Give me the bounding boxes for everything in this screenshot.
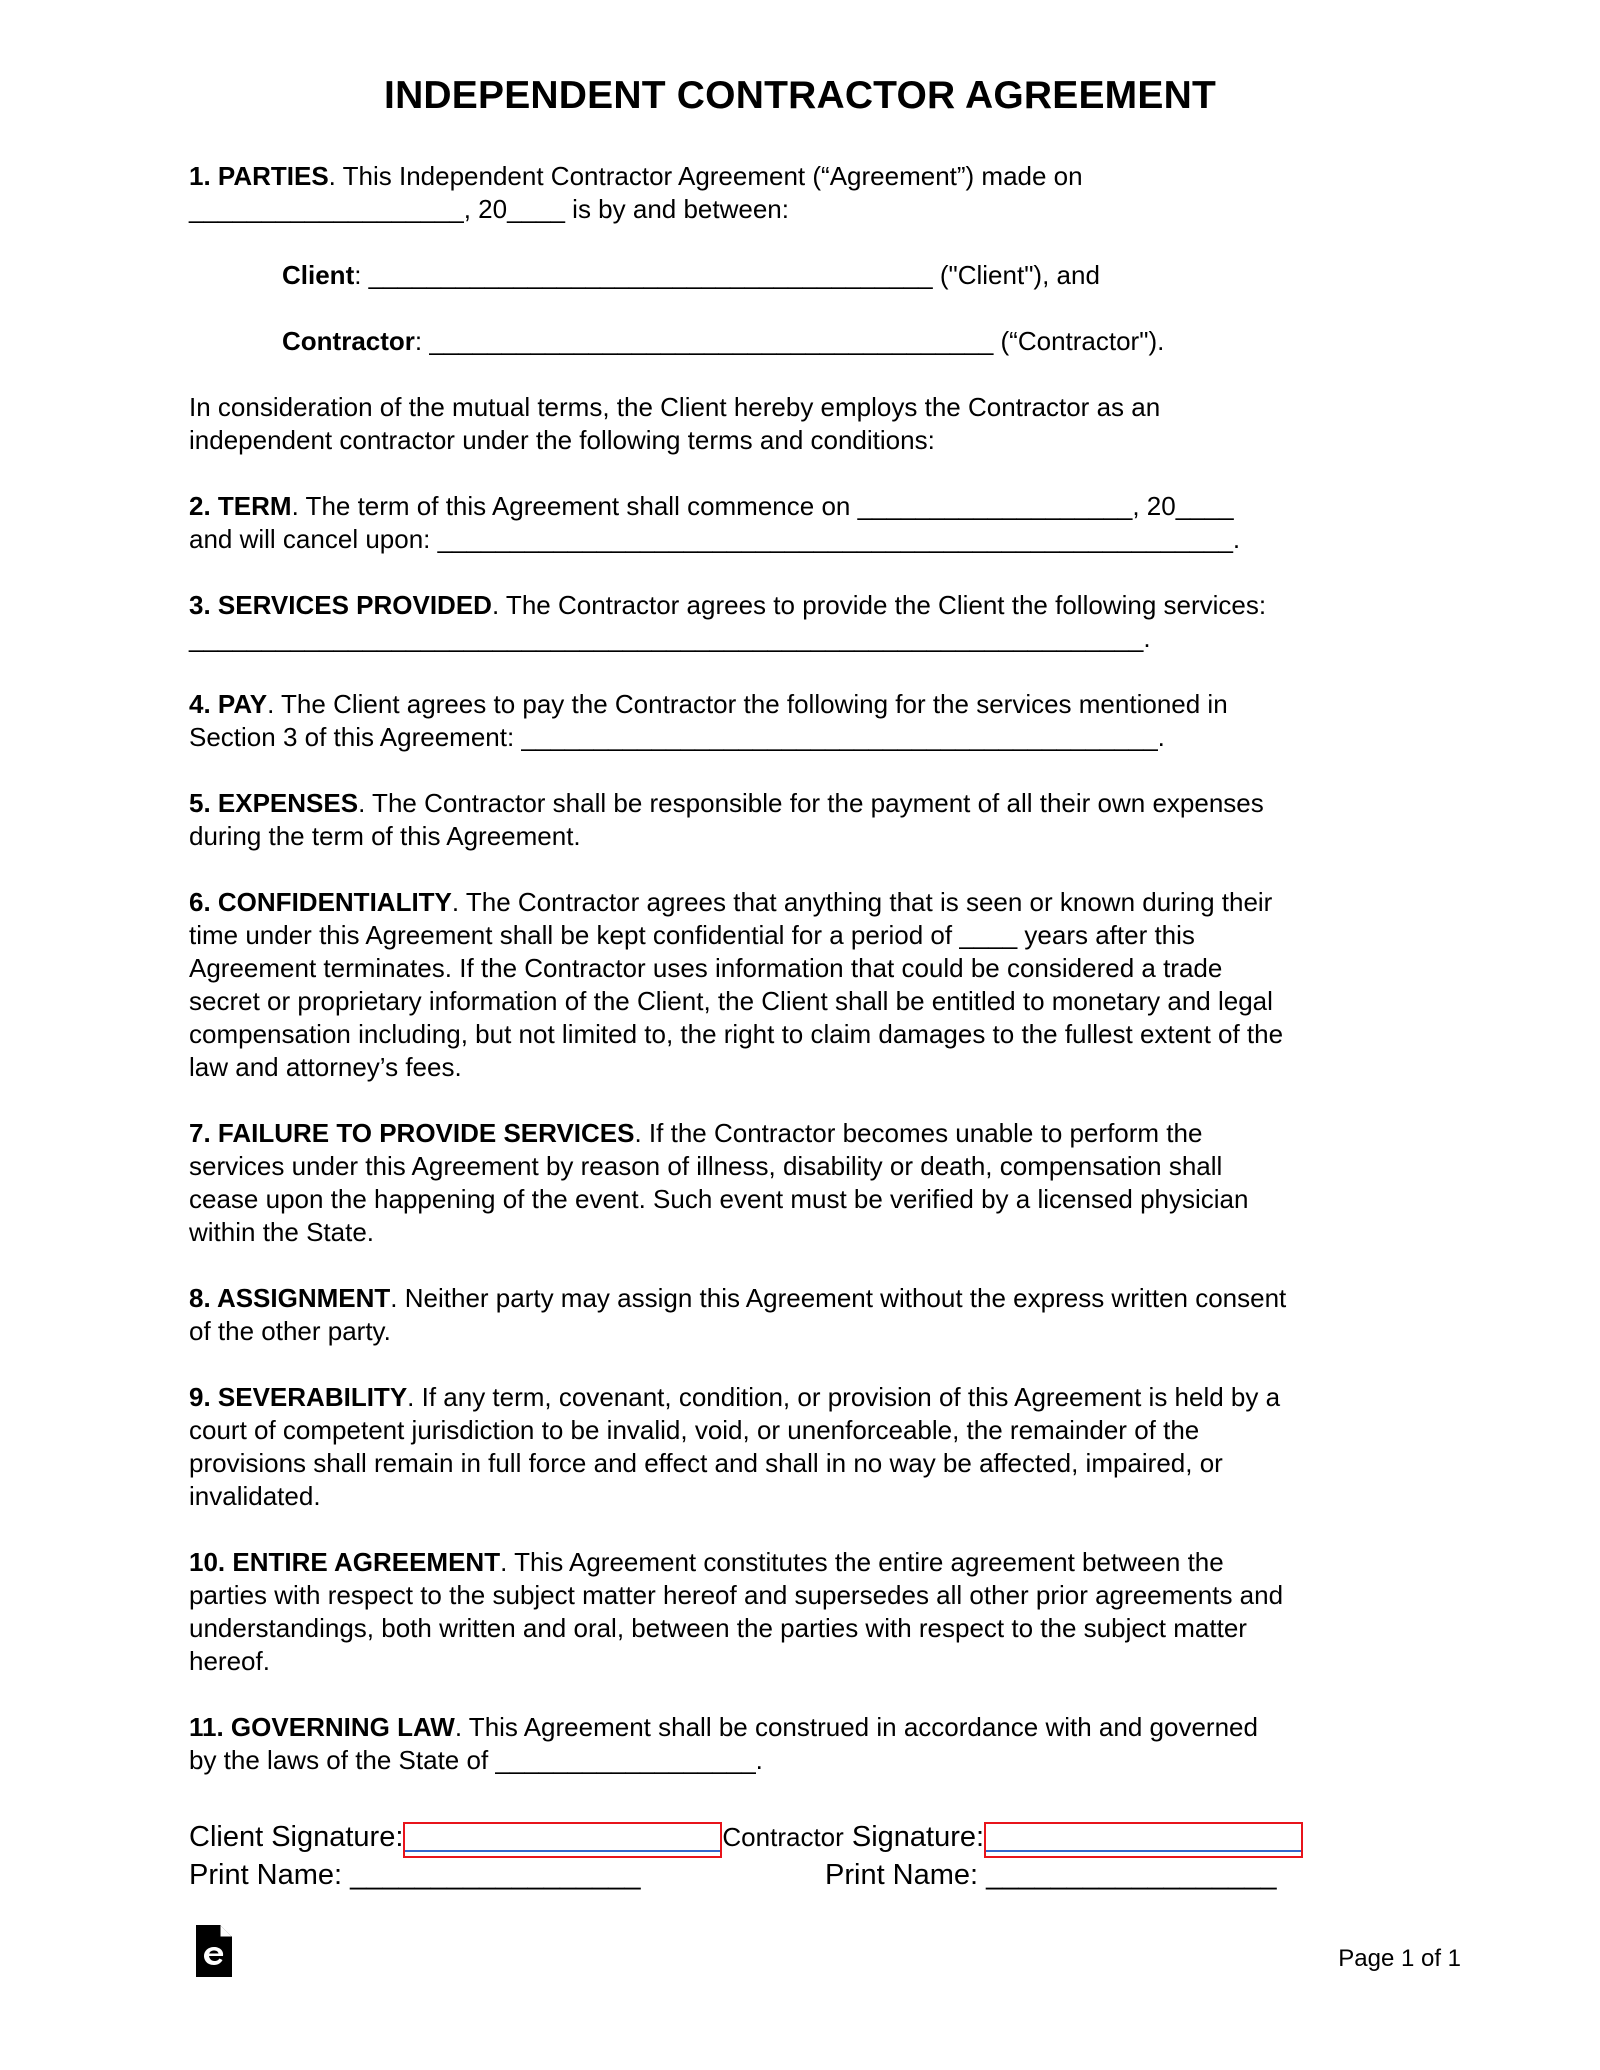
signature-row xyxy=(189,1818,1439,1856)
contractor-signature-field[interactable] xyxy=(984,1822,1303,1858)
print-name-row xyxy=(189,1856,1439,1894)
consideration-paragraph: In consideration of the mutual terms, the Client hereby employs the Contractor as an independent contractor under the following terms and conditions: xyxy=(189,392,1161,455)
page-number: Page 1 of 1 xyxy=(1338,1945,1461,1972)
section-heading: 9. SEVERABILITY xyxy=(189,1382,408,1412)
signature-block xyxy=(189,1818,1439,1894)
section-entire-agreement: 10. ENTIRE AGREEMENT. This Agreement constitutes the entire agreement between the parties with respect to the subject matter hereof and supersedes all other prior agreements and understandings, both written and oral, between the parties with respect to the subject matter hereof. xyxy=(189,1547,1284,1676)
section-heading: 3. SERVICES PROVIDED xyxy=(189,590,492,620)
section-parties: 1. PARTIES. This Independent Contractor Agreement (“Agreement”) made on ___________________, 20____ is by and between: xyxy=(189,160,1424,226)
section-services: 3. SERVICES PROVIDED. The Contractor agrees to provide the Client the following services: __________________________________________________________________. xyxy=(189,589,1424,655)
section-governing-law: 11. GOVERNING LAW. This Agreement shall be construed in accordance with and governed by the laws of the State of __________________. xyxy=(189,1712,1258,1775)
section-term: 2. TERM. The term of this Agreement shall commence on ___________________, 20____ and will cancel upon: _______________________________________________________. xyxy=(189,491,1241,554)
section-assignment: 8. ASSIGNMENT. Neither party may assign this Agreement without the express written consent of the other party. xyxy=(189,1283,1287,1346)
section-severability: 9. SEVERABILITY. If any term, covenant, condition, or provision of this Agreement is held by a court of competent jurisdiction to be invalid, void, or unenforceable, the remainder of the provisions shall remain in full force and effect and shall in no way be affected, impaired, or invalidated. xyxy=(189,1382,1281,1511)
eforms-logo-icon xyxy=(196,1925,232,1977)
section-heading: 7. FAILURE TO PROVIDE SERVICES xyxy=(189,1118,635,1148)
document-body xyxy=(189,160,1424,1810)
section-heading: 5. EXPENSES xyxy=(189,788,359,818)
client-print-name[interactable]: Print Name: __________________ xyxy=(189,1859,641,1891)
section-heading: 1. PARTIES xyxy=(189,161,329,191)
date-blank-line[interactable]: ___________________, 20____ is by and between: xyxy=(189,194,789,224)
section-expenses: 5. EXPENSES. The Contractor shall be responsible for the payment of all their own expenses during the term of this Agreement. xyxy=(189,788,1264,851)
client-name-line[interactable]: Client: _______________________________________ ("Client"), and xyxy=(282,260,1100,290)
section-failure-to-provide: 7. FAILURE TO PROVIDE SERVICES. If the Contractor becomes unable to perform the services under this Agreement by reason of illness, disability or death, compensation shall cease upon the happening of the event. Such event must be verified by a licensed physician within the State. xyxy=(189,1118,1249,1247)
document-title: INDEPENDENT CONTRACTOR AGREEMENT xyxy=(384,74,1216,117)
section-heading: 10. ENTIRE AGREEMENT xyxy=(189,1547,501,1577)
contractor-signature-label: Signature: xyxy=(843,1821,985,1853)
services-blank-line[interactable]: __________________________________________________________________. xyxy=(189,623,1151,653)
section-heading: 8. ASSIGNMENT xyxy=(189,1283,391,1313)
contractor-word: Contractor xyxy=(722,1822,844,1852)
contractor-print-name[interactable]: Print Name: __________________ xyxy=(825,1859,1277,1891)
contractor-name-line[interactable]: Contractor: _______________________________________ (“Contractor"). xyxy=(282,326,1165,356)
section-pay: 4. PAY. The Client agrees to pay the Contractor the following for the services mentioned in Section 3 of this Agreement: ____________________________________________. xyxy=(189,689,1228,752)
section-heading: 2. TERM xyxy=(189,491,292,521)
section-heading: 11. GOVERNING LAW xyxy=(189,1712,455,1742)
client-signature-field[interactable] xyxy=(403,1822,722,1858)
section-confidentiality: 6. CONFIDENTIALITY. The Contractor agrees that anything that is seen or known during their time under this Agreement shall be kept confidential for a period of ____ years after this Agreement terminates. If the Contractor uses information that could be considered a trade secret or proprietary information of the Client, the Client shall be entitled to monetary and legal compensation including, but not limited to, the right to claim damages to the fullest extent of the law and attorney’s fees. xyxy=(189,887,1284,1082)
client-signature-label: Client Signature: xyxy=(189,1821,404,1853)
section-heading: 4. PAY xyxy=(189,689,268,719)
section-heading: 6. CONFIDENTIALITY xyxy=(189,887,452,917)
